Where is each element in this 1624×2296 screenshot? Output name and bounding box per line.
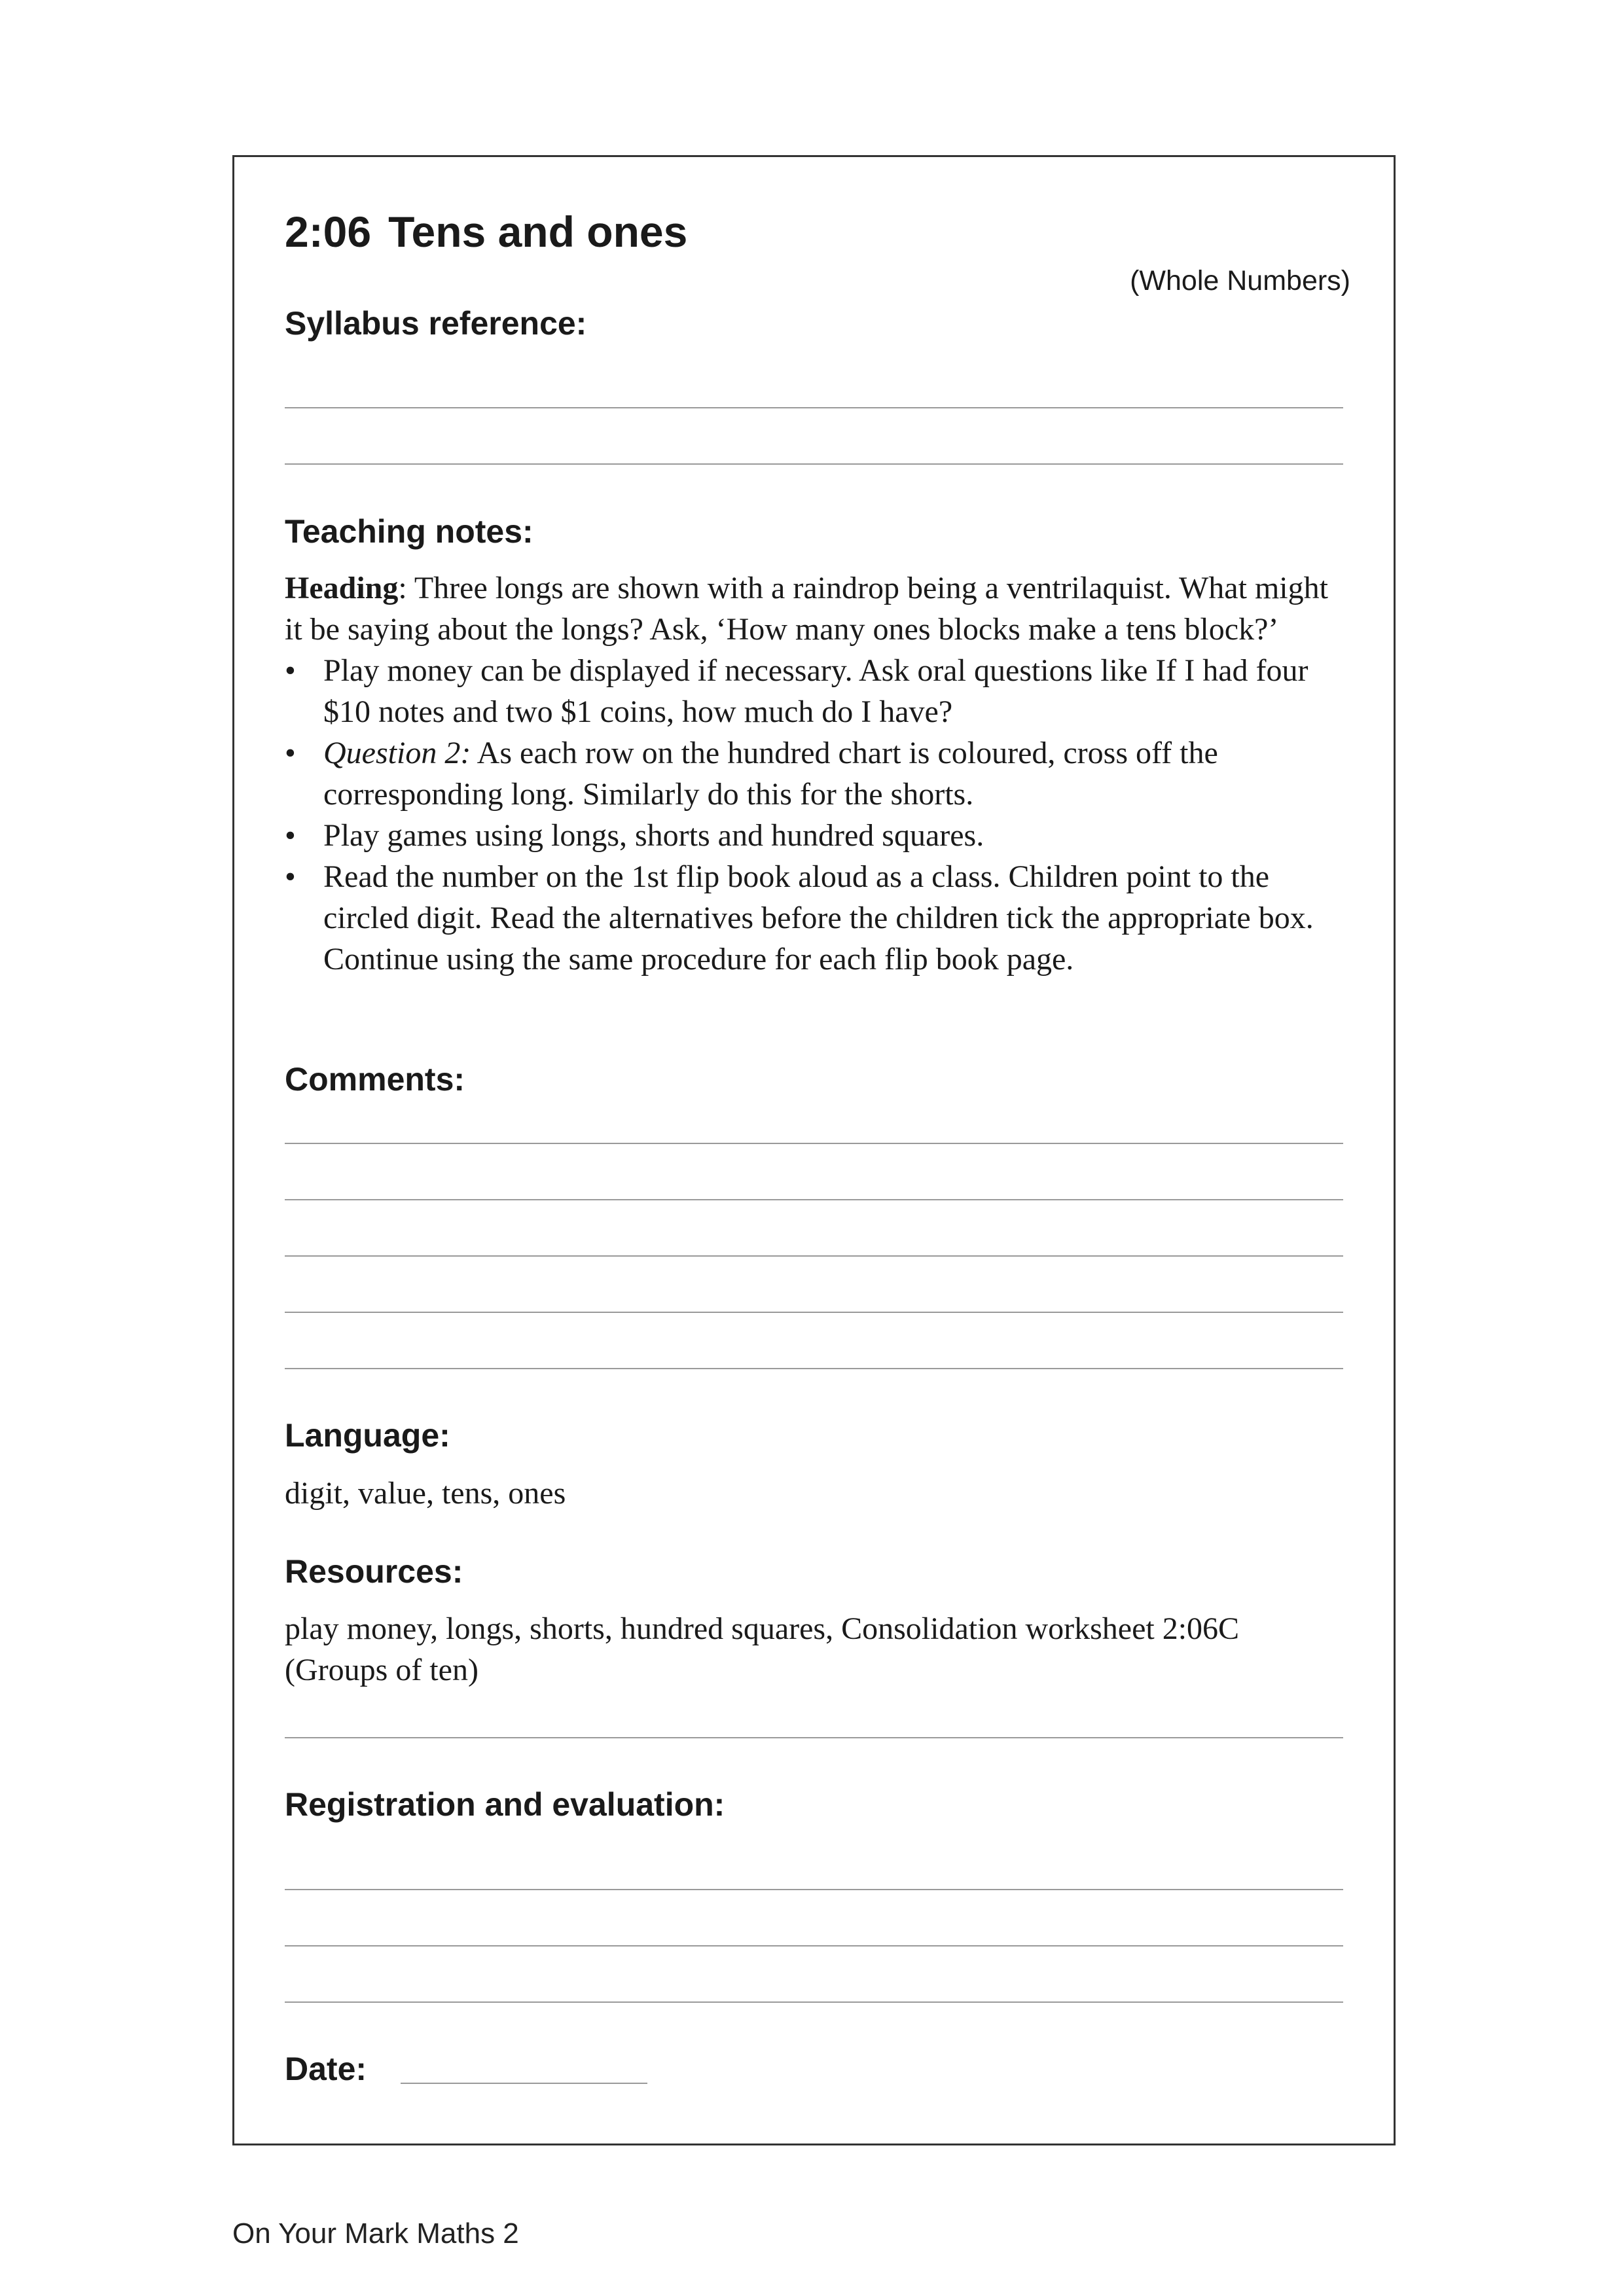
- date-label: Date:: [285, 2051, 367, 2087]
- registration-heading: Registration and evaluation:: [285, 1786, 725, 1823]
- bullet-marker: •: [285, 736, 296, 770]
- registration-line-3[interactable]: [285, 2001, 1343, 2003]
- list-item-text: Read the number on the 1st flip book aloud as a class. Children point to the circled digit. Read the alternatives before the children tick the appropriate box. Continue using the same procedure for each flip book page.: [323, 859, 1314, 977]
- list-item: [285, 650, 1343, 732]
- list-item-text: Play money can be displayed if necessary. Ask oral questions like If I had four $10 notes and two $1 coins, how much do I have?: [323, 653, 1308, 729]
- comments-line-3[interactable]: [285, 1255, 1343, 1257]
- syllabus-line-2[interactable]: [285, 463, 1343, 465]
- date-field-line[interactable]: [401, 2083, 647, 2084]
- registration-line-1[interactable]: [285, 1889, 1343, 1890]
- teaching-notes-body: [285, 567, 1343, 980]
- teaching-notes-list: [285, 650, 1343, 980]
- list-item: [285, 856, 1343, 980]
- comments-line-1[interactable]: [285, 1143, 1343, 1144]
- lesson-number: 2:06: [285, 207, 372, 256]
- list-item: [285, 815, 1343, 856]
- teaching-notes-heading: Teaching notes:: [285, 513, 533, 550]
- list-item: [285, 732, 1343, 815]
- intro-text: : Three longs are shown with a raindrop being a ventrilaquist. What might it be saying about the longs? Ask, ‘How many ones blocks make a tens block?’: [285, 571, 1328, 647]
- bullet-marker: •: [285, 859, 296, 894]
- comments-heading: Comments:: [285, 1061, 465, 1098]
- resources-line[interactable]: [285, 1737, 1343, 1738]
- bullet-marker: •: [285, 653, 296, 688]
- syllabus-heading: Syllabus reference:: [285, 305, 587, 342]
- language-text: digit, value, tens, ones: [285, 1476, 566, 1511]
- resources-heading: Resources:: [285, 1553, 463, 1590]
- resources-text: play money, longs, shorts, hundred squares, Consolidation worksheet 2:06C (Groups of ten): [285, 1611, 1240, 1687]
- lesson-title: Tens and ones: [388, 207, 688, 256]
- intro-label: Heading: [285, 571, 399, 605]
- page-title: [285, 208, 687, 256]
- language-heading: Language:: [285, 1417, 450, 1454]
- list-item-text: Play games using longs, shorts and hundred squares.: [323, 818, 984, 853]
- page-frame: [232, 155, 1396, 2145]
- list-item-text: As each row on the hundred chart is coloured, cross off the corresponding long. Similarly do this for the shorts.: [323, 736, 1218, 812]
- bullet-marker: •: [285, 818, 296, 853]
- registration-line-2[interactable]: [285, 1945, 1343, 1946]
- strand-label: (Whole Numbers): [1130, 265, 1350, 296]
- syllabus-line-1[interactable]: [285, 407, 1343, 408]
- comments-line-5[interactable]: [285, 1368, 1343, 1369]
- comments-line-4[interactable]: [285, 1312, 1343, 1313]
- page-footer: On Your Mark Maths 2: [232, 2217, 519, 2250]
- teaching-notes-intro: [285, 567, 1343, 650]
- list-item-lead: Question 2:: [323, 736, 471, 770]
- comments-line-2[interactable]: [285, 1199, 1343, 1200]
